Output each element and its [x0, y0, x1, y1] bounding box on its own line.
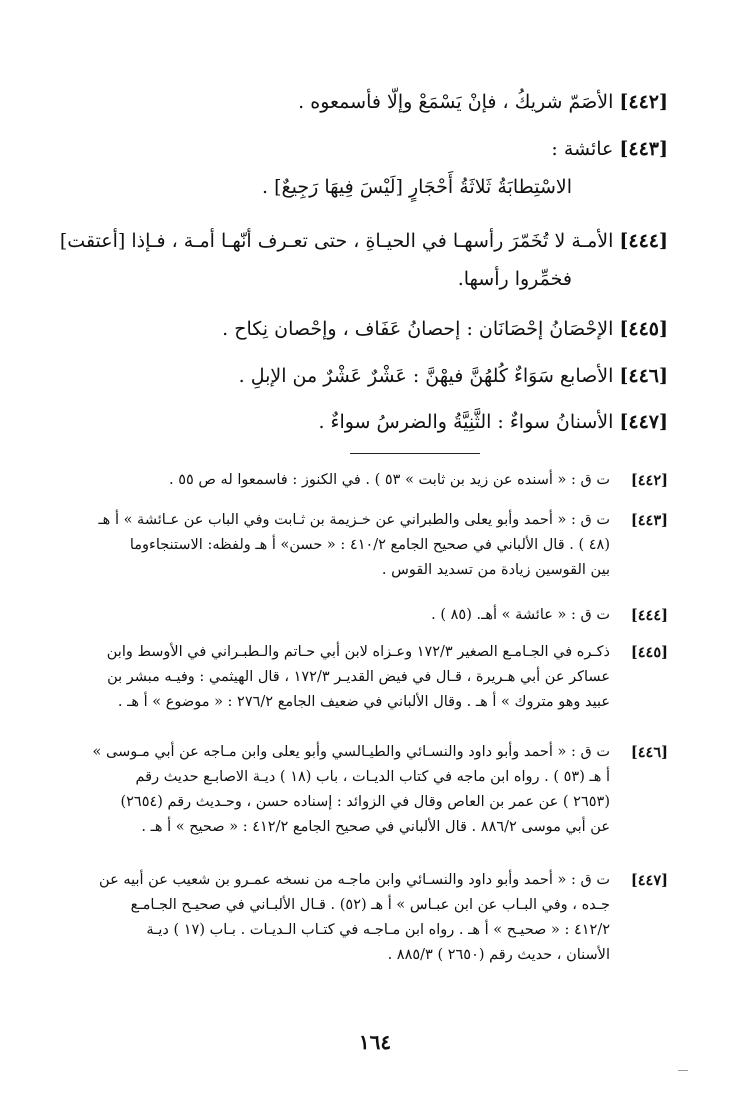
- footnote-line: ت ق : « أحمد وأبو داود والنسـائي والطيـالسي وأبو يعلى وابن مـاجه عن أبي مـوسى »: [92, 744, 610, 760]
- footnote-443: [58, 508, 668, 583]
- entry-text: الأصَمّ شريكُ ، فإنْ يَسْمَعْ وإلّا فأسمعوه .: [298, 91, 614, 113]
- footnote-number: [٤٤٥]: [630, 644, 668, 661]
- footnote-divider: [350, 453, 480, 454]
- footnote-line: عن أبي موسى ٨٨٦/٢ . قال الألباني في صحيح الجامع ٤١٢/٢ : « صحيح » أ هـ .: [141, 819, 610, 835]
- entry-text: عائشة :: [551, 138, 614, 160]
- footnote-number: [٤٤٧]: [630, 872, 668, 889]
- entry-number: [٤٤٦]: [619, 365, 668, 387]
- footnote-number: [٤٤٤]: [630, 607, 668, 624]
- footnote-line: ذكـره في الجـامـع الصغير ١٧٢/٣ وعـزاه لابن أبي حـاتم والـطبـراني في الأوسط وابن: [106, 644, 610, 660]
- entry-text: الأسنانُ سواءٌ : الثَّنِيَّةُ والضرسُ سواءٌ .: [318, 411, 614, 433]
- page-number: ١٦٤: [358, 1030, 392, 1054]
- footnote-number: [٤٤٢]: [630, 472, 668, 489]
- entry-text: الأصابع سَوَاءٌ كُلهُنَّ فيهْنَّ : عَشْرٌ عَشْرٌ من الإبلِ .: [238, 365, 614, 387]
- footnote-line: ت ق : « أسنده عن زيد بن ثابت » ٥٣ ) . في الكنوز : فاسمعوا له ص ٥٥ .: [169, 472, 610, 488]
- footnote-line: أ هـ (٥٣ ) . رواه ابن ماجه في كتاب الديـات ، باب (١٨ ) ديـة الاصابـع حديث رقم: [135, 769, 610, 785]
- scan-mark: [678, 1070, 688, 1071]
- entry-number: [٤٤٧]: [619, 411, 668, 433]
- footnote-line: الأسنان ، حديث رقم (٢٦٥٠ ) ٨٨٥/٣ .: [387, 947, 610, 963]
- footnote-445: [58, 640, 668, 715]
- entry-text: الأمـة لا تُخَمّرَ رأسهـا في الحيـاةِ ، حتى تعـرف أنّهـا أمـة ، فـإذا [أعتقت]: [59, 230, 614, 252]
- footnote-line: جـده ، وفي البـاب عن ابن عبـاس » أ هـ (٥٢) . قـال الألبـاني في صحيـح الجـامـع: [130, 897, 610, 913]
- entry-442: [68, 83, 668, 121]
- footnote-447: [58, 868, 668, 968]
- entry-number: [٤٤٥]: [619, 318, 668, 340]
- footnote-442: [58, 468, 668, 493]
- footnote-line: ت ق : « أحمد وأبو داود والنسـائي وابن ماجـه من نسخه عمـرو بن شعيب عن أبيه عن: [99, 872, 610, 888]
- entry-443: [68, 130, 668, 206]
- entry-445: [68, 310, 668, 348]
- footnote-line: ٤١٢/٢ : « صحيـح » أ هـ . رواه ابن مـاجـه في كتـاب الـديـات . بـاب (١٧ ) ديـة: [146, 922, 610, 938]
- footnote-line: عبيد وهو متروك » أ هـ . وقال الألباني في ضعيف الجامع ٢٧٦/٢ : « موضوع » أ هـ .: [117, 694, 610, 710]
- entry-446: [68, 357, 668, 395]
- entry-number: [٤٤٣]: [619, 138, 668, 160]
- entry-text: الإحْصَانُ إحْصَانَان : إحصانُ عَفَاف ، وإحْصان نِكاح .: [222, 318, 614, 340]
- entry-444: [59, 222, 668, 298]
- footnote-line: عساكر عن أبي هـريرة ، قـال في فيض القديـر ١٧٢/٣ ، قال الهيثمي : وفيـه مبشر بن: [107, 669, 610, 685]
- entry-number: [٤٤٢]: [619, 91, 668, 113]
- footnote-line: ت ق : « عائشة » أهـ. (٨٥ ) .: [431, 607, 610, 623]
- entry-447: [68, 403, 668, 441]
- footnote-line: ت ق : « أحمد وأبو يعلى والطبراني عن خـزيمة بن ثـابت وفي الباب عن عـائشة » أ هـ: [98, 512, 610, 528]
- entry-text-continuation: الاسْتِطابَةُ ثَلاثَةُ أَحْجَارٍ [لَيْسَ فِيهَا رَجِيعٌ] .: [262, 176, 572, 198]
- footnote-444: [58, 603, 668, 628]
- footnote-number: [٤٤٣]: [630, 512, 668, 529]
- entry-text-continuation: فخمِّروا رأسها.: [457, 268, 572, 290]
- footnote-number: [٤٤٦]: [630, 744, 668, 761]
- footnote-line: بين القوسين زيادة من تسديد القوس .: [381, 562, 610, 578]
- entry-number: [٤٤٤]: [619, 230, 668, 252]
- footnote-line: (٢٦٥٣ ) عن عمر بن العاص وقال في الزوائد : إسناده حسن ، وحـديث رقم (٢٦٥٤): [120, 794, 610, 810]
- footnote-line: (٤٨ ) . قال الألباني في صحيح الجامع ٤١٠/٢ : « حسن» أ هـ ولفظه: الاستنجاءوما: [129, 537, 610, 553]
- footnote-446: [58, 740, 668, 840]
